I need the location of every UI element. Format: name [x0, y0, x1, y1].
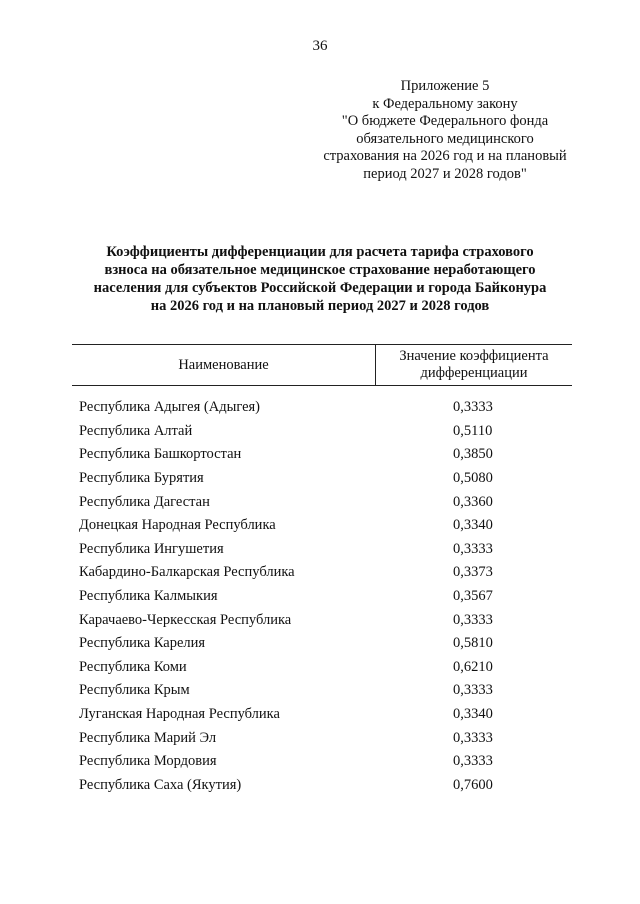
- column-header-value-line: дифференциации: [420, 365, 528, 381]
- coefficient-value: 0,3373: [453, 564, 493, 581]
- coefficient-value: 0,7600: [453, 776, 493, 793]
- table-row: [79, 774, 579, 798]
- appendix-line: Приложение 5: [400, 78, 490, 94]
- region-name: Кабардино-Балкарская Республика: [79, 564, 295, 581]
- coefficient-value: 0,3360: [453, 493, 493, 510]
- table-row: [79, 538, 579, 562]
- title-line: взноса на обязательное медицинское страхование неработающего: [104, 262, 536, 278]
- table-row: [79, 467, 579, 491]
- table-row: [79, 679, 579, 703]
- region-name: Республика Коми: [79, 658, 187, 675]
- region-name: Республика Карелия: [79, 635, 206, 652]
- region-name: Республика Крым: [79, 682, 190, 699]
- table-row: [79, 561, 579, 585]
- appendix-line: период 2027 и 2028 годов": [363, 165, 527, 182]
- coefficient-value: 0,3340: [453, 517, 493, 534]
- coefficient-value: 0,3333: [453, 399, 493, 416]
- appendix-line: страхования на 2026 год и на плановый: [323, 148, 567, 164]
- coefficient-value: 0,5110: [453, 422, 493, 439]
- region-name: Карачаево-Черкесская Республика: [79, 611, 292, 628]
- table-row: [79, 396, 579, 420]
- coefficient-value: 0,3333: [453, 753, 493, 770]
- coefficient-value: 0,3340: [453, 706, 493, 723]
- table-row: [79, 656, 579, 680]
- table-row: [79, 514, 579, 538]
- table-row: [79, 443, 579, 467]
- coefficient-value: 0,5810: [453, 635, 493, 652]
- title-line: Коэффициенты дифференциации для расчета тарифа страхового: [106, 244, 534, 260]
- page-number: 36: [312, 38, 328, 54]
- table-row: [79, 420, 579, 444]
- region-name: Республика Мордовия: [79, 753, 217, 770]
- region-name: Республика Марий Эл: [79, 729, 217, 746]
- table-row: [79, 608, 579, 632]
- appendix-block: [290, 78, 600, 183]
- table-row: [79, 632, 579, 656]
- table-row: [79, 703, 579, 727]
- table-row: [79, 585, 579, 609]
- document-title: [60, 243, 580, 315]
- coefficient-value: 0,3333: [453, 729, 493, 746]
- region-name: Донецкая Народная Республика: [79, 517, 276, 534]
- title-line: населения для субъектов Российской Федерации и города Байконура: [93, 280, 547, 296]
- coefficient-value: 0,6210: [453, 658, 493, 675]
- table-body: [79, 396, 579, 797]
- coefficient-value: 0,3567: [453, 588, 493, 605]
- region-name: Республика Алтай: [79, 422, 193, 439]
- region-name: Республика Дагестан: [79, 493, 210, 510]
- table-row: [79, 490, 579, 514]
- appendix-line: к Федеральному закону: [372, 95, 518, 112]
- region-name: Республика Ингушетия: [79, 540, 224, 557]
- coefficient-value: 0,3333: [453, 682, 493, 699]
- region-name: Республика Башкортостан: [79, 446, 242, 463]
- title-line: на 2026 год и на плановый период 2027 и 2028 годов: [150, 298, 490, 314]
- appendix-line: "О бюджете Федерального фонда: [341, 113, 549, 129]
- coefficient-value: 0,3850: [453, 446, 493, 463]
- region-name: Луганская Народная Республика: [79, 706, 280, 723]
- coefficient-value: 0,3333: [453, 611, 493, 628]
- table-row: [79, 750, 579, 774]
- table-row: [79, 726, 579, 750]
- appendix-line: обязательного медицинского: [356, 130, 534, 147]
- column-header-value-line: Значение коэффициента: [399, 348, 549, 364]
- column-header-value: [376, 345, 572, 385]
- region-name: Республика Калмыкия: [79, 588, 218, 605]
- region-name: Республика Бурятия: [79, 470, 204, 487]
- coefficient-value: 0,5080: [453, 470, 493, 487]
- region-name: Республика Саха (Якутия): [79, 776, 242, 793]
- table-header: [72, 344, 572, 386]
- coefficient-value: 0,3333: [453, 540, 493, 557]
- region-name: Республика Адыгея (Адыгея): [79, 399, 261, 416]
- column-header-name: Наименование: [72, 345, 376, 385]
